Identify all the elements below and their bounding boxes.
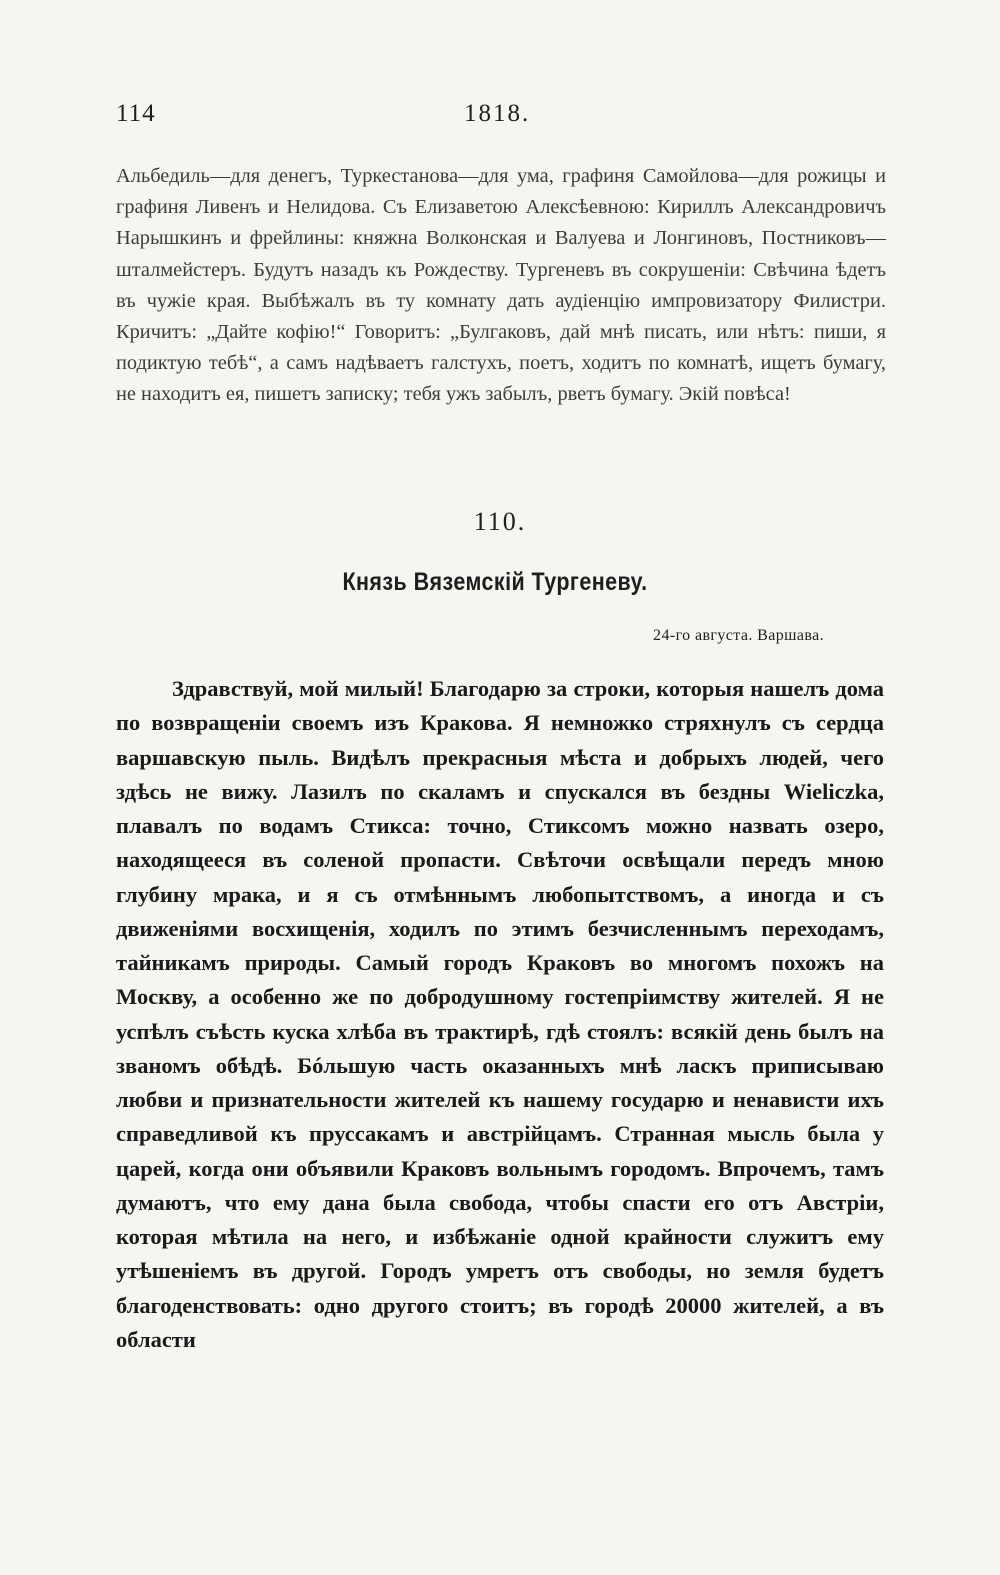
previous-letter-text: Альбедиль—для денегъ, Туркестанова—для ума, графиня Самойлова—для рожицы и графиня Ливенъ и Нелидова. Съ Елизаветою Алексѣевною: Кириллъ Александровичъ Нарышкинъ и фрейлины: княжна Волконская и Валуева и Лонгиновъ, Постниковъ—шталмейстеръ. Будутъ назадъ къ Рождеству. Тургеневъ въ сокрушеніи: Свѣчина ѣдетъ въ чужіе края. Выбѣжалъ въ ту комнату дать аудіенцію импровизатору Филистри. Кричитъ: „Дайте кофію!“ Говоритъ: „Булгаковъ, дай мнѣ писать, или нѣтъ: пиши, я подиктую тебѣ“, а самъ надѣваетъ галстухъ, поетъ, ходитъ по комнатѣ, ищетъ бумагу, не находитъ ея, пишетъ записку; тебя ужъ забылъ, рветъ бумагу. Экій повѣса! [116,165,886,406]
running-head [116,100,886,140]
previous-letter-continuation [116,161,886,411]
letter-dateline: 24-го августа. Варшава. [653,627,824,644]
letter-number: 110. [473,507,527,536]
letter-body-text: Здравствуй, мой милый! Благодарю за строки, которыя нашелъ дома по возвращеніи своемъ изъ Кракова. Я немножко стряхнулъ съ сердца варшавскую пыль. Видѣлъ прекрасныя мѣста и добрыхъ людей, чего здѣсь не вижу. Лазилъ по скаламъ и спускался въ бездны Wieliczka, плавалъ по водамъ Стикса: точно, Стиксомъ можно назвать озеро, находящееся въ соленой пропасти. Свѣточи освѣщали передъ мною глубину мрака, и я съ отмѣннымъ любопытствомъ, а иногда и съ движеніями восхищенія, ходилъ по этимъ безчисленнымъ переходамъ, тайникамъ природы. Самый городъ Краковъ во многомъ похожъ на Москву, а особенно же по добродушному гостепріимству жителей. Я не успѣлъ съѣсть куска хлѣба въ трактирѣ, гдѣ стоялъ: всякій день былъ на званомъ обѣдѣ. Бóльшую часть оказанныхъ мнѣ ласкъ приписываю любви и признательности жителей къ нашему государю и ненависти ихъ справедливой къ пруссакамъ и австрійцамъ. Странная мысль была у царей, когда они объявили Краковъ вольнымъ городомъ. Впрочемъ, тамъ думаютъ, что ему дана была свобода, чтобы спасти его отъ Австріи, которая мѣтила на него, и избѣжаніе одной крайности служитъ ему утѣшеніемъ въ другой. Городъ умретъ отъ свободы, но земля будетъ благоденствовать: одно другого стоитъ; въ городѣ 20000 жителей, а въ области [116,676,884,1352]
page-number: 114 [116,100,156,127]
letter-body [116,672,884,1357]
header-year: 1818. [464,100,531,127]
letter-heading: Князь Вяземскій Тургеневу. [342,568,648,596]
